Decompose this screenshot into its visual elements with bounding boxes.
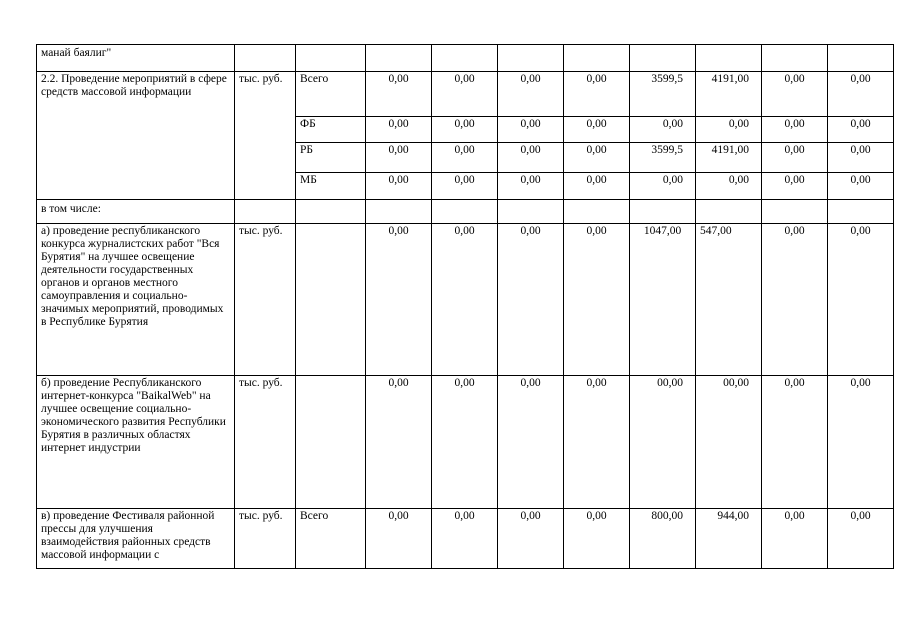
- source-cell: [296, 376, 366, 509]
- value-cell: [762, 45, 828, 72]
- unit-cell: тыс. руб.: [235, 72, 296, 200]
- value-cell: 547,00: [696, 224, 762, 376]
- source-cell: ФБ: [296, 117, 366, 143]
- value-cell: 0,00: [498, 173, 564, 200]
- value-cell: 944,00: [696, 509, 762, 569]
- value-cell: 0,00: [564, 224, 630, 376]
- value-cell: 0,00: [432, 509, 498, 569]
- table-row: [37, 509, 894, 569]
- row-name-cell: [37, 45, 235, 72]
- table-row: [37, 45, 894, 72]
- value-cell: 0,00: [498, 224, 564, 376]
- value-cell: 0,00: [828, 117, 894, 143]
- value-cell: 0,00: [762, 376, 828, 509]
- source-cell: РБ: [296, 143, 366, 173]
- value-cell: 0,00: [828, 224, 894, 376]
- source-cell: Всего: [296, 509, 366, 569]
- row-name-text: манай баялиг": [41, 47, 112, 59]
- value-cell: 0,00: [366, 173, 432, 200]
- value-cell: 3599,5: [630, 72, 696, 117]
- row-name-cell: а) проведение республиканского конкурса журналистских работ "Вся Бурятия" на лучшее освещение деятельности государственных органов и органов местного самоуправления и социально-значимых мероприятий, проводимых в Республике Бурятия: [37, 224, 235, 376]
- value-cell: [696, 45, 762, 72]
- value-cell: 0,00: [498, 117, 564, 143]
- table-row: [37, 200, 894, 224]
- row-name-cell: 2.2. Проведение мероприятий в сфере средств массовой информации: [37, 72, 235, 200]
- value-cell: 0,00: [498, 72, 564, 117]
- source-cell: [296, 200, 366, 224]
- value-cell: 0,00: [564, 376, 630, 509]
- value-cell: 0,00: [696, 173, 762, 200]
- value-cell: 0,00: [762, 509, 828, 569]
- value-cell: [630, 200, 696, 224]
- unit-cell: тыс. руб.: [235, 376, 296, 509]
- budget-table: [36, 44, 894, 569]
- value-cell: 0,00: [498, 143, 564, 173]
- value-cell: 0,00: [432, 72, 498, 117]
- value-cell: 0,00: [828, 143, 894, 173]
- value-cell: [564, 200, 630, 224]
- unit-cell: [235, 45, 296, 72]
- value-cell: 0,00: [366, 143, 432, 173]
- source-cell: Всего: [296, 72, 366, 117]
- source-cell: [296, 45, 366, 72]
- value-cell: [762, 200, 828, 224]
- table-row: [37, 376, 894, 509]
- value-cell: 3599,5: [630, 143, 696, 173]
- value-cell: [828, 200, 894, 224]
- value-cell: 00,00: [630, 376, 696, 509]
- value-cell: 1047,00: [630, 224, 696, 376]
- value-cell: 0,00: [366, 376, 432, 509]
- value-cell: [498, 45, 564, 72]
- value-cell: 0,00: [828, 173, 894, 200]
- value-cell: 0,00: [366, 509, 432, 569]
- value-cell: 0,00: [498, 509, 564, 569]
- value-cell: 0,00: [366, 117, 432, 143]
- value-cell: 0,00: [762, 143, 828, 173]
- value-cell: [432, 45, 498, 72]
- value-cell: [696, 200, 762, 224]
- value-cell: 4191,00: [696, 72, 762, 117]
- value-cell: 0,00: [828, 376, 894, 509]
- including-label: в том числе:: [37, 200, 235, 224]
- value-cell: 0,00: [762, 173, 828, 200]
- value-cell: 0,00: [564, 173, 630, 200]
- value-cell: 0,00: [432, 173, 498, 200]
- value-cell: 0,00: [828, 72, 894, 117]
- value-cell: [564, 45, 630, 72]
- value-cell: 0,00: [432, 376, 498, 509]
- value-cell: 0,00: [432, 224, 498, 376]
- source-cell: МБ: [296, 173, 366, 200]
- row-name-cell: б) проведение Республиканского интернет-конкурса "BaikalWeb" на лучшее освещение социально-экономического развития Республики Бурятия в различных областях интернет индустрии: [37, 376, 235, 509]
- value-cell: 0,00: [366, 72, 432, 117]
- value-cell: 800,00: [630, 509, 696, 569]
- source-cell: [296, 224, 366, 376]
- unit-cell: [235, 200, 296, 224]
- value-cell: [366, 45, 432, 72]
- value-cell: 0,00: [630, 173, 696, 200]
- value-cell: 0,00: [696, 117, 762, 143]
- table-row: [37, 72, 894, 117]
- value-cell: [828, 45, 894, 72]
- value-cell: [498, 200, 564, 224]
- unit-cell: тыс. руб.: [235, 224, 296, 376]
- value-cell: 0,00: [564, 143, 630, 173]
- value-cell: 0,00: [564, 509, 630, 569]
- value-cell: 0,00: [564, 72, 630, 117]
- unit-cell: тыс. руб.: [235, 509, 296, 569]
- value-cell: [432, 200, 498, 224]
- value-cell: 0,00: [828, 509, 894, 569]
- value-cell: 0,00: [498, 376, 564, 509]
- value-cell: 0,00: [762, 117, 828, 143]
- value-cell: 0,00: [762, 72, 828, 117]
- value-cell: 0,00: [564, 117, 630, 143]
- value-cell: [366, 200, 432, 224]
- row-name-cell: в) проведение Фестиваля районной прессы для улучшения взаимодействия районных средств массовой информации с: [37, 509, 235, 569]
- value-cell: 4191,00: [696, 143, 762, 173]
- value-cell: [630, 45, 696, 72]
- value-cell: 0,00: [366, 224, 432, 376]
- value-cell: 00,00: [696, 376, 762, 509]
- value-cell: 0,00: [432, 117, 498, 143]
- table-row: [37, 224, 894, 376]
- value-cell: 0,00: [432, 143, 498, 173]
- value-cell: 0,00: [630, 117, 696, 143]
- value-cell: 0,00: [762, 224, 828, 376]
